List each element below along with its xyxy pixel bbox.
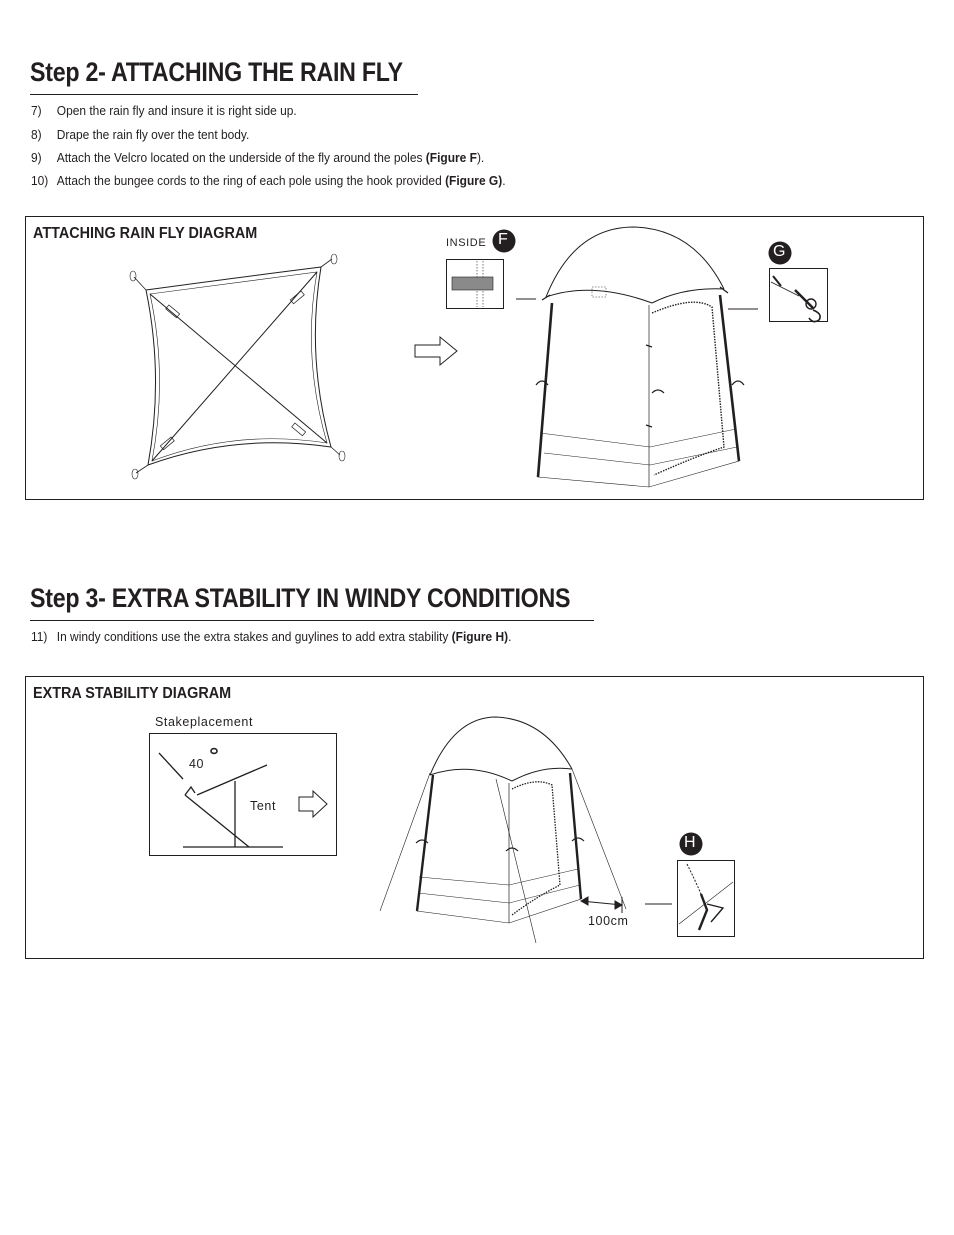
rain-fly-diagram-title: ATTACHING RAIN FLY DIAGRAM: [33, 225, 258, 242]
instruction-text: Attach the Velcro located on the underside of the fly around the poles: [56, 150, 426, 165]
instruction-tail: ).: [476, 150, 485, 165]
instruction-7: [31, 103, 297, 118]
figure-h-stake-detail: [677, 860, 737, 940]
instruction-9: [31, 150, 484, 165]
instruction-text: Drape the rain fly over the tent body.: [56, 127, 250, 142]
instruction-11: [31, 629, 511, 644]
stake-placement-illustration: [149, 733, 339, 857]
instruction-text: In windy conditions use the extra stakes and guylines to add extra stability: [56, 629, 452, 644]
tent-label: Tent: [250, 799, 277, 813]
instruction-8: [31, 127, 249, 142]
instruction-tail: .: [502, 173, 506, 188]
inside-label: INSIDE: [446, 237, 487, 249]
figure-f-label: F: [498, 231, 508, 248]
stakeplacement-label: Stakeplacement: [155, 715, 254, 729]
figure-h-label: H: [684, 834, 696, 851]
figure-reference: (Figure H): [451, 629, 509, 644]
rain-fly-illustration: [126, 257, 346, 477]
instruction-number: 8): [31, 127, 42, 142]
instruction-number: 10): [31, 173, 49, 188]
arrow-right-icon: [414, 335, 460, 367]
step2-title: Step 2- ATTACHING THE RAIN FLY: [30, 57, 403, 87]
step3-title-rule: [30, 620, 594, 621]
instruction-text: Open the rain fly and insure it is right side up.: [56, 103, 297, 118]
instruction-10: [31, 173, 506, 188]
instruction-number: 9): [31, 150, 42, 165]
angle-label: 40: [189, 757, 205, 771]
figure-reference: (Figure F: [425, 150, 477, 165]
figure-h-leader-line: [644, 901, 674, 907]
step2-title-rule: [30, 94, 418, 95]
figure-f-velcro-detail: [446, 259, 506, 311]
figure-g-bungee-hook-detail: [769, 268, 831, 326]
instruction-tail: .: [508, 629, 512, 644]
extra-stability-diagram-title: EXTRA STABILITY DIAGRAM: [33, 685, 232, 702]
figure-reference: (Figure G): [445, 173, 503, 188]
distance-label: 100cm: [588, 914, 629, 928]
step3-title: Step 3- EXTRA STABILITY IN WINDY CONDITIONS: [30, 583, 571, 613]
rain-fly-diagram-box: [25, 216, 924, 500]
tent-with-rainfly-illustration: [534, 225, 744, 495]
instruction-number: 7): [31, 103, 42, 118]
instruction-number: 11): [31, 629, 48, 644]
extra-stability-diagram-box: [25, 676, 924, 959]
instruction-text: Attach the bungee cords to the ring of each pole using the hook provided: [56, 173, 446, 188]
figure-g-label: G: [773, 243, 786, 260]
tent-with-guylines-illustration: [376, 715, 636, 945]
